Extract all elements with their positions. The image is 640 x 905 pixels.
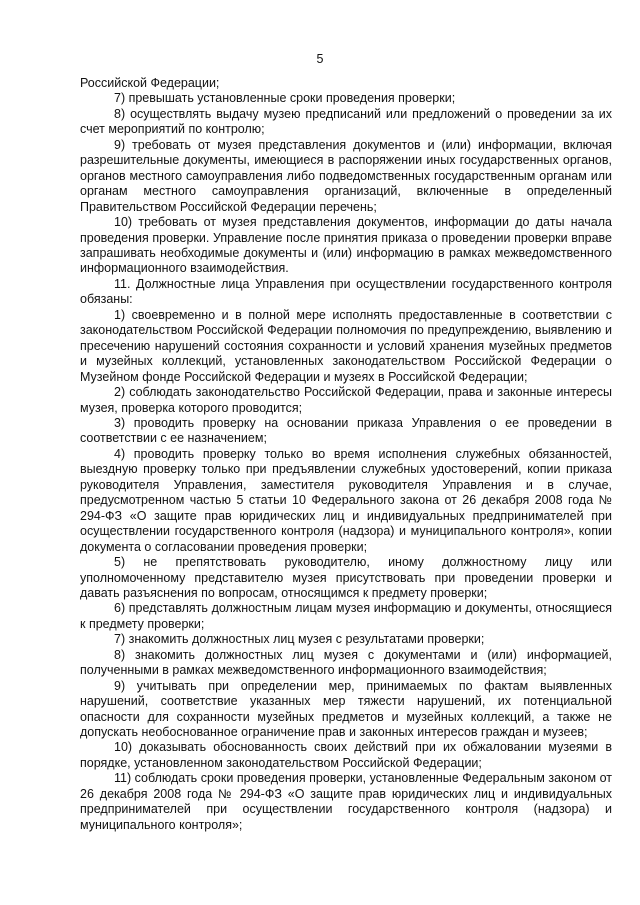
paragraph-item-8-prohibition: 8) осуществлять выдачу музею предписаний или предложений о проведении за их счет мероприятий по контролю;	[80, 106, 612, 137]
paragraph-duty-6: 6) представлять должностным лицам музея информацию и документы, относящиеся к предмету проверки;	[80, 601, 612, 631]
paragraph-item-10-prohibition: 10) требовать от музея представления документов, информации до даты начала проведения проверки. Управление после принятия приказа о проведении проверки вправе запрашивать необходимые документы и (или) информацию в рамках межведомственного информационного взаимодействия.	[80, 215, 612, 276]
paragraph-duty-2: 2) соблюдать законодательство Российской Федерации, права и законные интересы музея, проверка которого проводится;	[80, 385, 612, 415]
paragraph-duty-8: 8) знакомить должностных лиц музея с документами и (или) информацией, полученными в рамках межведомственного информационного взаимодействия;	[80, 647, 612, 678]
paragraph-duty-3: 3) проводить проверку на основании приказа Управления о ее проведении в соответствии с ее назначением;	[80, 415, 612, 446]
paragraph-duty-9: 9) учитывать при определении мер, принимаемых по фактам выявленных нарушений, соответствие указанных мер тяжести нарушений, их потенциальной опасности для сохранности музейных предметов и музейных коллекций, а также не допускать необоснованное ограничение прав и законных интересов граждан и музеев;	[80, 678, 612, 740]
paragraph-duty-10: 10) доказывать обоснованность своих действий при их обжаловании музеями в порядке, установленном законодательством Российской Федерации;	[80, 740, 612, 770]
paragraph-duty-7: 7) знакомить должностных лиц музея с результатами проверки;	[114, 632, 485, 647]
paragraph-duty-4: 4) проводить проверку только во время исполнения служебных обязанностей, выездную проверку только при предъявлении служебных удостоверений, копии приказа руководителя Управления, заместителя руководителя Управления и в случае, предусмотренном частью 5 статьи 10 Федерального закона от 26 декабря 2008 года № 294-ФЗ «О защите прав юридических лиц и индивидуальных предпринимателей при осуществлении государственного контроля (надзора) и муниципального контроля», копии документа о согласовании проведения проверки;	[80, 446, 612, 554]
paragraph-item-9-prohibition: 9) требовать от музея представления документов и (или) информации, включая разрешительные документы, имеющиеся в распоряжении иных государственных органов, органов местного самоуправления либо подведомственных государственным органам или органам местного самоуправления организаций, включенные в определенный Правительством Российской Федерации перечень;	[80, 137, 612, 214]
page-number: 5	[316, 52, 324, 66]
paragraph-continuation: Российской Федерации;	[80, 76, 220, 90]
paragraph-section-11-heading: 11. Должностные лица Управления при осуществлении государственного контроля обязаны:	[80, 276, 612, 307]
paragraph-duty-5: 5) не препятствовать руководителю, иному должностному лицу или уполномоченному представителю музея присутствовать при проведении проверки и давать разъяснения по вопросам, относящимся к предмету проверки;	[80, 555, 612, 600]
paragraph-duty-1: 1) своевременно и в полной мере исполнять предоставленные в соответствии с законодательством Российской Федерации полномочия по предупреждению, выявлению и пресечению нарушений состояния сохранности и условий хранения музейных предметов и музейных коллекций, установленных законодательством Российской Федерации о Музейном фонде Российской Федерации и музеях в Российской Федерации;	[80, 307, 612, 384]
document-body	[80, 76, 612, 833]
paragraph-item-7-prohibition: 7) превышать установленные сроки проведения проверки;	[114, 91, 456, 106]
paragraph-duty-11: 11) соблюдать сроки проведения проверки, установленные Федеральным законом от 26 декабря 2008 года № 294-ФЗ «О защите прав юридических лиц и индивидуальных предпринимателей при осуществлении государственного контроля (надзора) и муниципального контроля»;	[80, 771, 612, 832]
